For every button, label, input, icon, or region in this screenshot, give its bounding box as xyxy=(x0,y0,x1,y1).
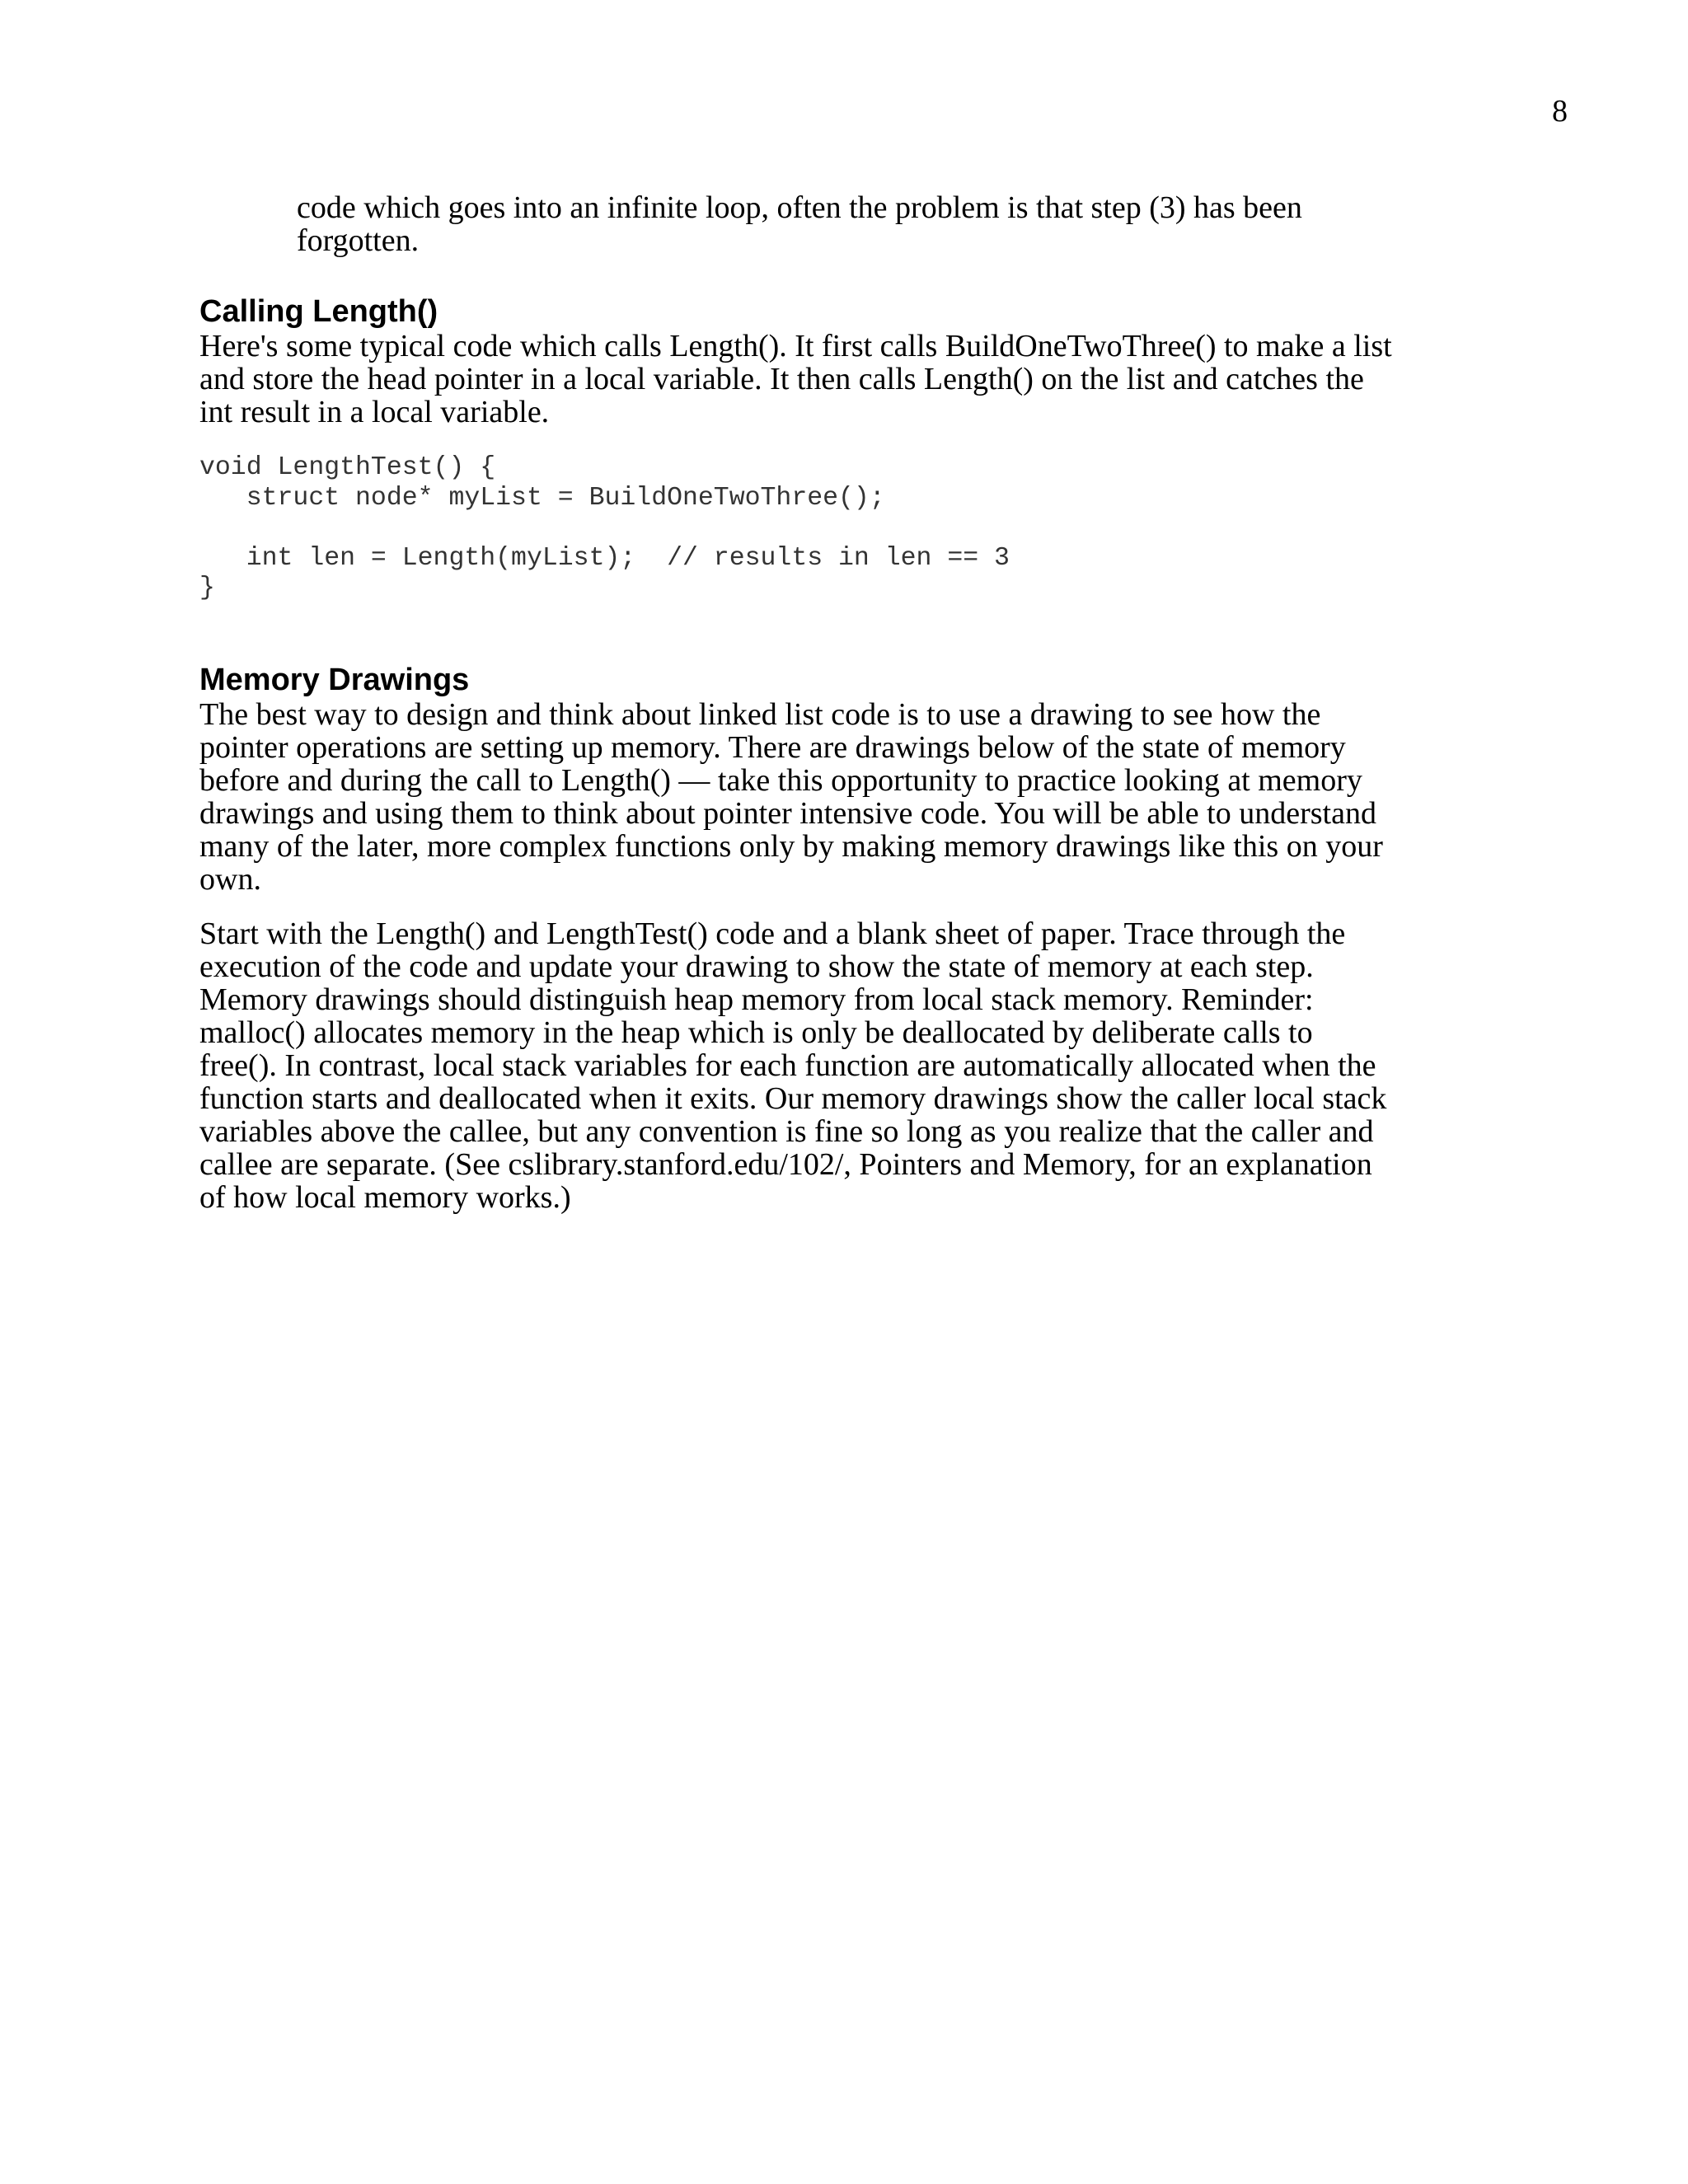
section-heading-calling-length: Calling Length() xyxy=(199,294,438,329)
memory-drawings-paragraph-1: The best way to design and think about linked list code is to use a drawing to see how the pointer operations are setting up memory. There are drawings below of the state of memory before and during the call to Length() — take this opportunity to practice looking at memory drawings and using them to think about pointer intensive code. You will be able to understand many of the later, more complex functions only by making memory drawings like this on your own. xyxy=(199,696,1383,897)
document-body xyxy=(199,191,1395,1214)
memory-drawings-paragraph-2: Start with the Length() and LengthTest() code and a blank sheet of paper. Trace through the execution of the code and update your drawing to show the state of memory at each step. Memory drawings should distinguish heap memory from local stack memory. Reminder: malloc() allocates memory in the heap which is only be deallocated by deliberate calls to free(). In contrast, local stack variables for each function are automatically allocated when the function starts and deallocated when it exits. Our memory drawings show the caller local stack variables above the callee, but any convention is fine so long as you realize that the caller and callee are separate. (See cslibrary.stanford.edu/102/, Pointers and Memory, for an explanation of how local memory works.) xyxy=(199,916,1387,1215)
length-test-code-block: void LengthTest() { struct node* myList = BuildOneTwoThree(); int len = Length(myList); // results in len == 3 } xyxy=(199,453,1010,602)
section-heading-memory-drawings: Memory Drawings xyxy=(199,662,470,697)
intro-continuation-paragraph: code which goes into an infinite loop, often the problem is that step (3) has been forgotten. xyxy=(297,190,1302,258)
calling-length-paragraph: Here's some typical code which calls Length(). It first calls BuildOneTwoThree() to make a list and store the head pointer in a local variable. It then calls Length() on the list and catches the int result in a local variable. xyxy=(199,329,1392,429)
page-number: 8 xyxy=(1552,94,1568,129)
